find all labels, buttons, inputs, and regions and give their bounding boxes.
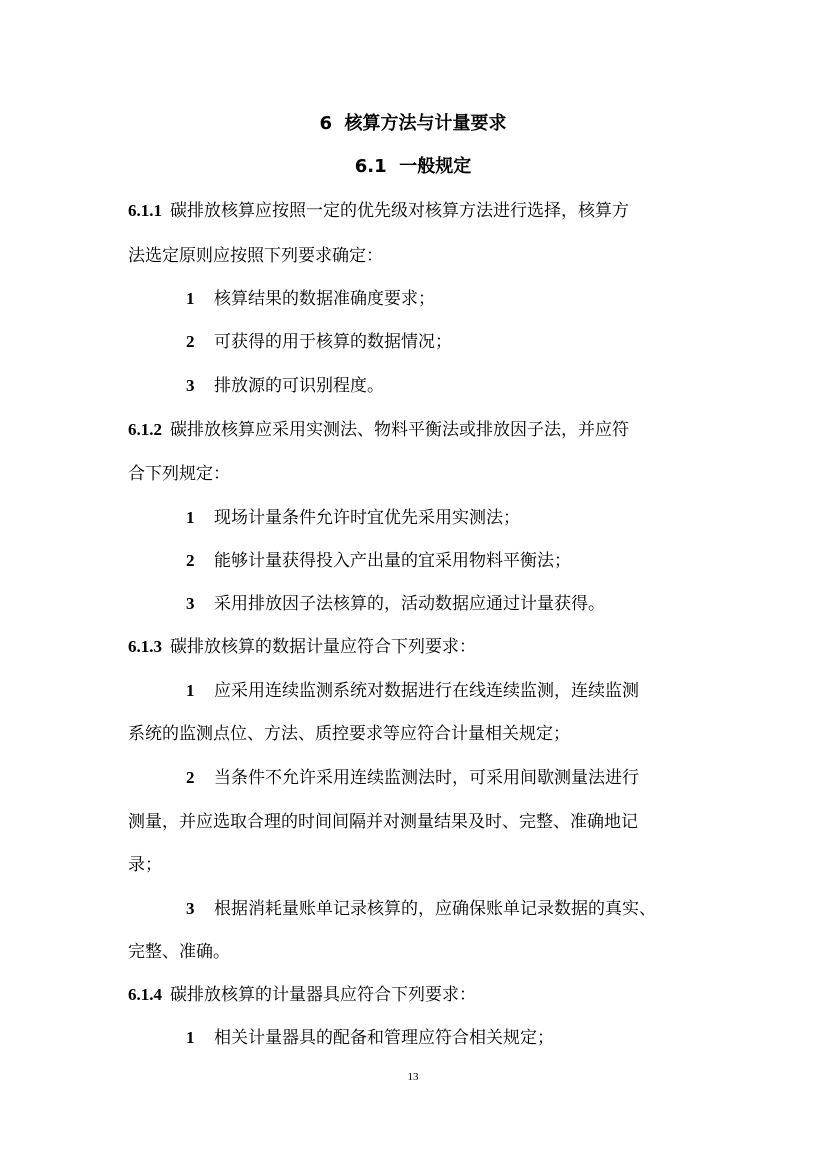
section-heading <box>0 155 826 179</box>
list-item: 2 可获得的用于核算的数据情况； <box>186 332 452 352</box>
clause-number: 6.1.4 <box>128 985 162 1004</box>
section-title: 一般规定 <box>399 156 472 177</box>
clause-number: 6.1.3 <box>128 637 162 656</box>
chapter-title: 核算方法与计量要求 <box>344 113 507 134</box>
clause-6-1-2-line1 <box>128 418 716 442</box>
clause-text: 碳排放核算的数据计量应符合下列要求： <box>170 637 476 657</box>
list-item: 3 排放源的可识别程度。 <box>186 376 384 396</box>
list-item: 1 应采用连续监测系统对数据进行在线连续监测，连续监测 <box>186 681 639 701</box>
clause-6-1-4-line1 <box>128 983 716 1007</box>
chapter-number: 6 <box>319 113 332 134</box>
list-item: 2 当条件不允许采用连续监测法时，可采用间歇测量法进行 <box>186 768 639 788</box>
clause-6-1-2-line2: 合下列规定： <box>128 464 230 484</box>
chapter-heading <box>0 112 826 136</box>
list-item: 1 核算结果的数据准确度要求； <box>186 289 435 309</box>
list-item-continuation: 测量，并应选取合理的时间间隔并对测量结果及时、完整、准确地记 <box>128 812 638 832</box>
page-number: 13 <box>407 1071 419 1083</box>
clause-6-1-1-line1 <box>128 199 716 223</box>
list-item-continuation: 完整、准确。 <box>128 942 230 962</box>
section-number: 6.1 <box>354 156 387 177</box>
clause-text: 碳排放核算应按照一定的优先级对核算方法进行选择，核算方 <box>170 201 629 221</box>
list-item: 1 现场计量条件允许时宜优先采用实测法； <box>186 508 520 528</box>
clause-number: 6.1.2 <box>128 420 162 439</box>
clause-6-1-3-line1 <box>128 635 716 659</box>
list-item: 3 采用排放因子法核算的，活动数据应通过计量获得。 <box>186 594 605 614</box>
clause-text: 碳排放核算应采用实测法、物料平衡法或排放因子法，并应符 <box>170 420 629 440</box>
clause-number: 6.1.1 <box>128 201 162 220</box>
list-item: 3 根据消耗量账单记录核算的，应确保账单记录数据的真实、 <box>186 899 656 919</box>
list-item-continuation: 系统的监测点位、方法、质控要求等应符合计量相关规定； <box>128 724 570 744</box>
clause-text: 碳排放核算的计量器具应符合下列要求： <box>170 985 476 1005</box>
list-item: 2 能够计量获得投入产出量的宜采用物料平衡法； <box>186 551 571 571</box>
list-item: 1 相关计量器具的配备和管理应符合相关规定； <box>186 1028 554 1048</box>
clause-6-1-1-line2: 法选定原则应按照下列要求确定： <box>128 246 383 266</box>
list-item-continuation: 录； <box>128 855 162 875</box>
